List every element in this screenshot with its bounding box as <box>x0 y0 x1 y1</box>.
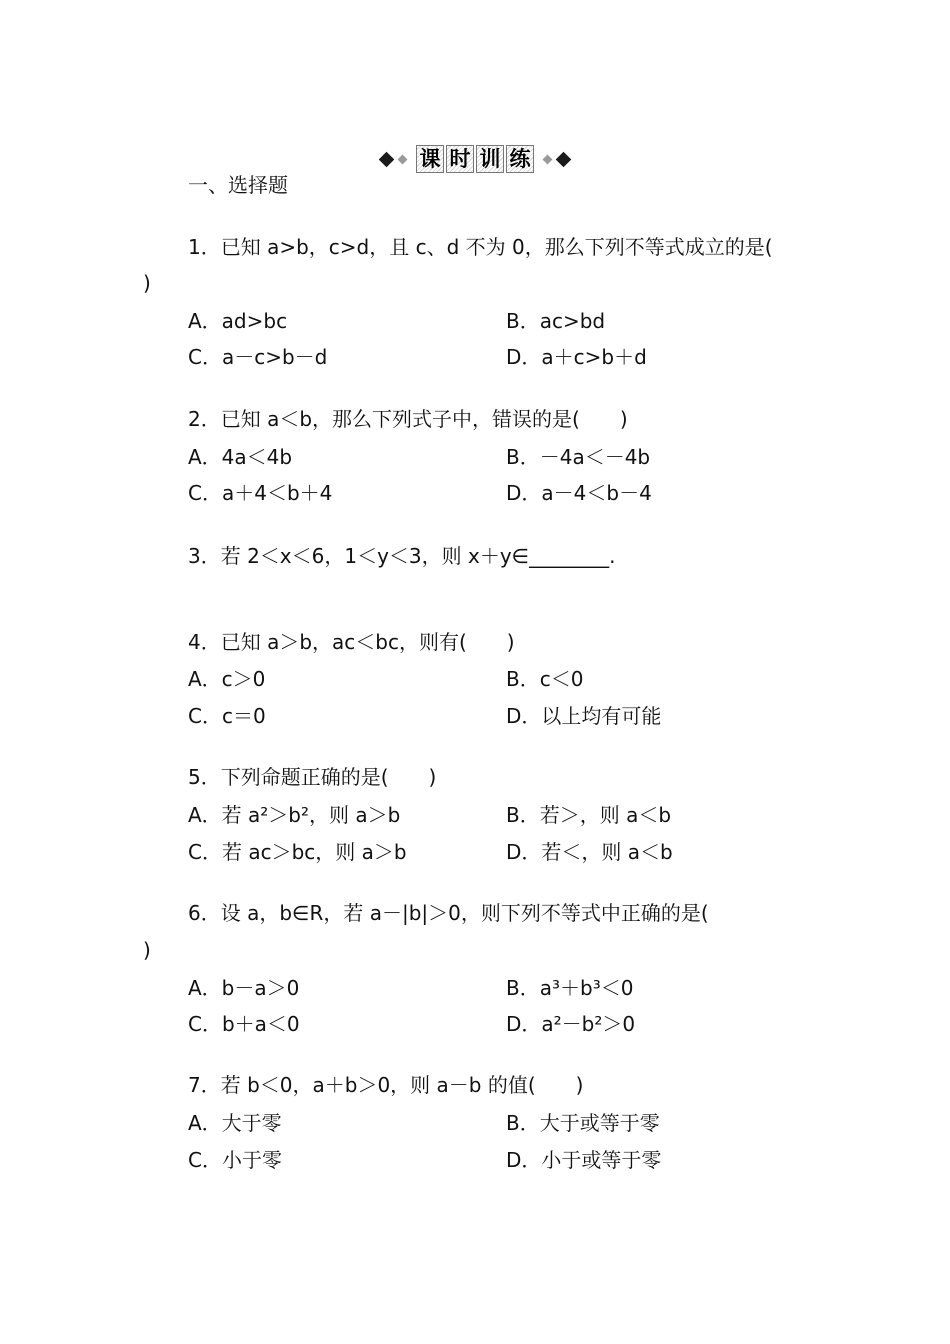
title-char: 课 <box>416 145 444 173</box>
title-char: 训 <box>476 145 504 173</box>
q7-option-d: D．小于或等于零 <box>506 1148 662 1172</box>
title-char: 练 <box>506 145 534 173</box>
q1-option-a: A．ad>bc <box>188 309 288 333</box>
question-1-cont: ) <box>143 271 151 295</box>
header-title <box>416 145 534 173</box>
q2-option-a: A．4a＜4b <box>188 445 293 469</box>
q6-option-c: C．b＋a＜0 <box>188 1012 300 1036</box>
q7-option-a: A．大于零 <box>188 1111 282 1135</box>
diamond-icon <box>379 151 395 167</box>
diamond-small-icon <box>398 154 408 164</box>
q2-option-b: B．－4a＜－4b <box>506 445 651 469</box>
q6-option-b: B．a³＋b³＜0 <box>506 976 634 1000</box>
q4-option-d: D．以上均有可能 <box>506 704 662 728</box>
title-char: 时 <box>446 145 474 173</box>
q7-option-c: C．小于零 <box>188 1148 282 1172</box>
question-6-text: 6．设 a，b∈R，若 a－|b|＞0，则下列不等式中正确的是( <box>188 901 709 925</box>
q5-option-b: B．若＞，则 a＜b <box>506 803 672 827</box>
q7-option-b: B．大于或等于零 <box>506 1111 660 1135</box>
section-title: 一、选择题 <box>188 173 288 197</box>
page-header <box>0 144 950 174</box>
diamond-icon <box>556 151 572 167</box>
diamond-small-icon <box>543 154 553 164</box>
q6-option-a: A．b－a＞0 <box>188 976 300 1000</box>
q4-option-b: B．c＜0 <box>506 667 584 691</box>
question-7-text: 7．若 b＜0，a＋b＞0，则 a－b 的值( ) <box>188 1073 584 1097</box>
q5-option-c: C．若 ac＞bc，则 a＞b <box>188 840 407 864</box>
question-4-text: 4．已知 a＞b，ac＜bc，则有( ) <box>188 630 515 654</box>
question-5-text: 5．下列命题正确的是( ) <box>188 765 437 789</box>
question-3-text: 3．若 2＜x＜6，1＜y＜3，则 x＋y∈________. <box>188 544 616 568</box>
q6-option-d: D．a²－b²＞0 <box>506 1012 636 1036</box>
q2-option-c: C．a＋4＜b＋4 <box>188 481 333 505</box>
q5-option-a: A．若 a²＞b²，则 a＞b <box>188 803 401 827</box>
question-1-text: 1．已知 a>b，c>d，且 c、d 不为 0，那么下列不等式成立的是( <box>188 235 773 259</box>
q1-option-b: B．ac>bd <box>506 309 606 333</box>
question-2-text: 2．已知 a＜b，那么下列式子中，错误的是( ) <box>188 407 628 431</box>
q2-option-d: D．a－4＜b－4 <box>506 481 652 505</box>
q4-option-c: C．c＝0 <box>188 704 266 728</box>
question-6-cont: ) <box>143 938 151 962</box>
q1-option-d: D．a＋c>b＋d <box>506 345 647 369</box>
q1-option-c: C．a－c>b－d <box>188 345 328 369</box>
q4-option-a: A．c＞0 <box>188 667 266 691</box>
q5-option-d: D．若＜，则 a＜b <box>506 840 673 864</box>
